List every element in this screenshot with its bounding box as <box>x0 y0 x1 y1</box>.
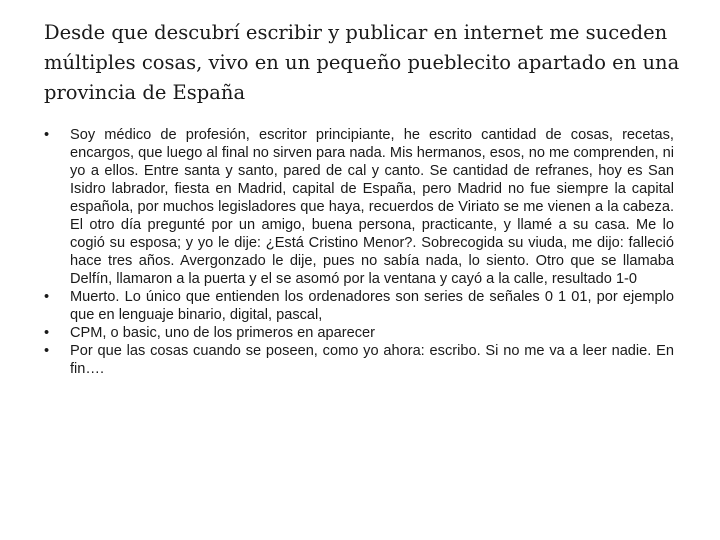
slide-heading: Desde que descubrí escribir y publicar en internet me suceden múltiples cosas, vivo en un pequeño pueblecito apartado en una provincia de España <box>44 21 680 104</box>
bullet-item <box>44 324 674 342</box>
bullet-icon: • <box>44 325 50 341</box>
bullet-item <box>44 126 674 288</box>
bullet-text: Muerto. Lo único que entienden los ordenadores son series de señales 0 1 01, por ejemplo que en lenguaje binario, digital, pascal, <box>70 289 674 323</box>
bullet-item <box>44 288 674 324</box>
bullet-text: Por que las cosas cuando se poseen, como yo ahora: escribo. Si no me va a leer nadie. En fin…. <box>70 343 674 377</box>
bullet-text: CPM, o basic, uno de los primeros en aparecer <box>70 325 375 341</box>
bullet-item <box>44 342 674 378</box>
bullet-icon: • <box>44 289 50 305</box>
bullet-icon: • <box>44 127 50 143</box>
bullet-icon: • <box>44 343 50 359</box>
bullet-list <box>44 126 674 378</box>
bullet-text: Soy médico de profesión, escritor principiante, he escrito cantidad de cosas, recetas, encargos, que luego al final no sirven para nada. Mis hermanos, esos, no me comprenden, ni yo a ellos. Entre santa y santo, pared de cal y canto. Se cantidad de refranes, hoy es San Isidro labrador, fiesta en Madrid, capital de España, pero Madrid no fue siempre la capital española, por muchos legisladores que haya, recuerdos de Viriato se me vienen a la cabeza. El otro día pregunté por un amigo, buena persona, practicante, y llamé a su casa. Me lo cogió su esposa; y yo le dije: ¿Está Cristino Menor?. Sobrecogida su viuda, me dijo: falleció hace tres años. Avergonzado le dije, pues no sabía nada, lo siento. Otro que se llamaba Delfín, llamaron a la puerta y el se asomó por la ventana y cayó a la calle, resultado 1-0 <box>70 127 674 287</box>
